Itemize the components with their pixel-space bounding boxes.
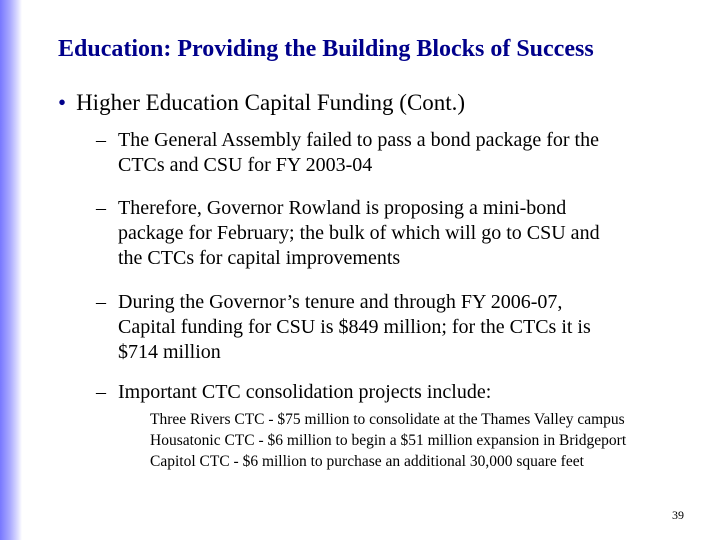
sub-item-capital-funding [96,290,591,365]
sub-item-line: CTCs and CSU for FY 2003-04 [118,154,373,176]
dash-marker: – [96,197,106,219]
main-bullet-text: Higher Education Capital Funding (Cont.) [76,90,466,115]
sub-item-line: Therefore, Governor Rowland is proposing a mini-bond [118,197,567,219]
project-item-housatonic: Housatonic CTC - $6 million to begin a $51 million expansion in Bridgeport [150,432,627,449]
sub-item-line: $714 million [118,341,221,363]
dash-marker: – [96,129,106,151]
main-bullet [58,90,465,116]
project-list [150,409,626,472]
sub-item-bond-package [96,128,599,178]
slide-title: Education: Providing the Building Blocks of Success [58,36,594,62]
sub-item-mini-bond [96,196,600,271]
bullet-marker: • [58,90,67,115]
sub-item-consolidation [96,380,491,405]
sub-item-line: Important CTC consolidation projects include: [118,381,492,403]
sub-item-line: During the Governor’s tenure and through FY 2006-07, [118,291,563,313]
project-item-capitol: Capitol CTC - $6 million to purchase an additional 30,000 square feet [150,453,584,470]
left-accent-bar [0,0,22,540]
dash-marker: – [96,381,106,403]
sub-item-line: Capital funding for CSU is $849 million; for the CTCs it is [118,316,591,338]
sub-item-line: The General Assembly failed to pass a bond package for the [118,129,599,151]
dash-marker: – [96,291,106,313]
page-number: 39 [672,508,684,522]
sub-item-line: package for February; the bulk of which will go to CSU and [118,222,600,244]
project-item-three-rivers: Three Rivers CTC - $75 million to consolidate at the Thames Valley campus [150,411,625,428]
sub-item-line: the CTCs for capital improvements [118,247,401,269]
